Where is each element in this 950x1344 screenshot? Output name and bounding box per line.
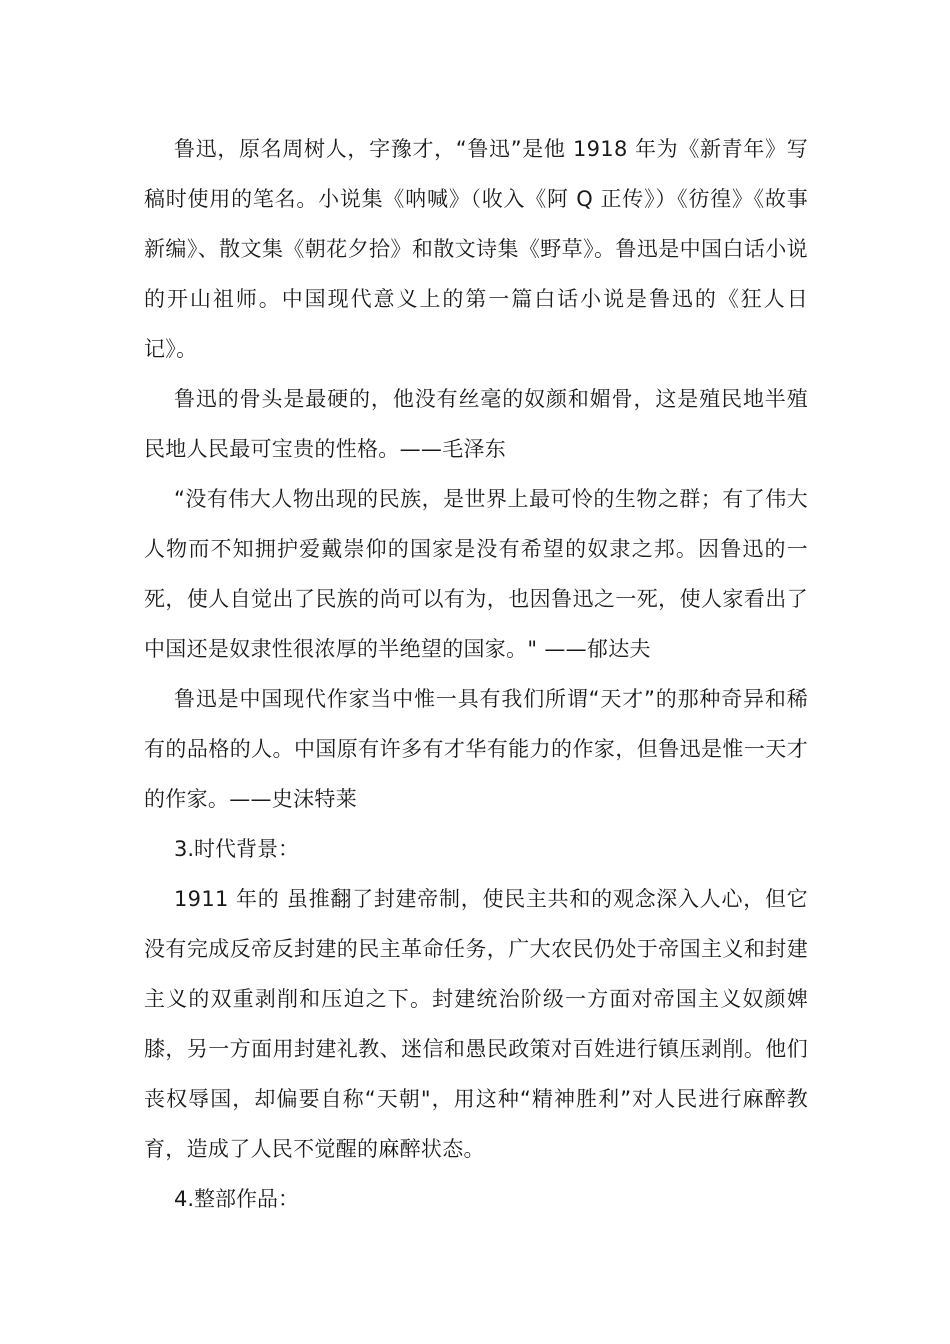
paragraph-era-background: 1911 年的 虽推翻了封建帝制，使民主共和的观念深入人心，但它没有完成反帝反封建的民主革命任务，广大农民仍处于帝国主义和封建主义的双重剥削和压迫之下。封建统治阶级一方面对帝国主义奴颜婢膝，另一方面用封建礼教、迷信和愚民政策对百姓进行镇压剥削。他们丧权辱国，却偏要自称“天朝"，用这种“精神胜利”对人民进行麻醉教育，造成了人民不觉醒的麻醉状态。 bbox=[144, 887, 808, 1161]
paragraph-smedley-quote: 鲁迅是中国现代作家当中惟一具有我们所谓“天才”的那种奇异和稀有的品格的人。中国原有许多有才华有能力的作家，但鲁迅是惟一天才的作家。——史沫特莱 bbox=[144, 687, 808, 811]
paragraph-mao-quote: 鲁迅的骨头是最硬的，他没有丝毫的奴颜和媚骨，这是殖民地半殖民地人民最可宝贵的性格。——毛泽东 bbox=[144, 387, 808, 461]
heading-whole-work: 4.整部作品： bbox=[174, 1187, 300, 1211]
document-body bbox=[144, 124, 808, 1224]
paragraph-luxun-intro: 鲁迅，原名周树人，字豫才，“鲁迅”是他 1918 年为《新青年》写稿时使用的笔名。小说集《呐喊》（收入《阿 Q 正传》）《彷徨》《故事新编》、散文集《朝花夕拾》和散文诗集《野草》。鲁迅是中国白话小说的开山祖师。中国现代意义上的第一篇白话小说是鲁迅的《狂人日记》。 bbox=[144, 137, 808, 361]
paragraph-yu-dafu-quote: “没有伟大人物出现的民族，是世界上最可怜的生物之群；有了伟大人物而不知拥护爱戴崇仰的国家是没有希望的奴隶之邦。因鲁迅的一死，使人自觉出了民族的尚可以有为，也因鲁迅之一死，使人家看出了中国还是奴隶性很浓厚的半绝望的国家。" ——郁达夫 bbox=[144, 487, 808, 661]
heading-era-background: 3.时代背景： bbox=[174, 837, 300, 861]
